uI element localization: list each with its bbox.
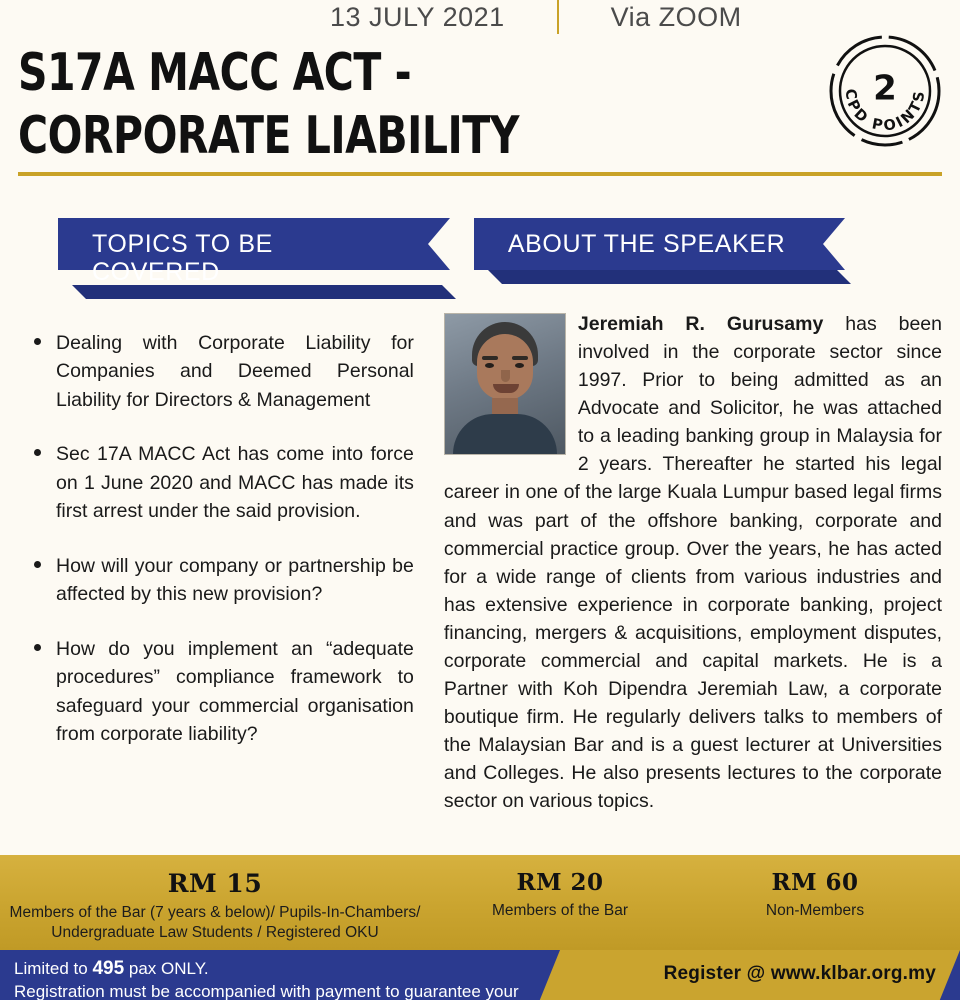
speaker-ribbon-shadow	[488, 270, 851, 284]
topics-ribbon-shadow	[72, 285, 456, 299]
pricing-bar	[0, 855, 960, 950]
speaker-bio-block	[444, 310, 942, 815]
price-description: Members of the Bar (7 years & below)/ Pupils-In-Chambers/ Undergraduate Law Students / Registered OKU	[9, 904, 421, 942]
header-gold-rule	[18, 172, 942, 176]
speaker-column	[444, 218, 942, 815]
page-title	[0, 34, 960, 166]
register-link[interactable]: Register @ www.klbar.org.my	[663, 963, 936, 984]
list-item: Sec 17A MACC Act has come into force on 1 June 2020 and MACC has made its first arrest under the said provision.	[30, 440, 414, 525]
footer-note-block	[0, 950, 614, 1000]
capacity-prefix: Limited to	[14, 959, 93, 978]
list-item: Dealing with Corporate Liability for Companies and Deemed Personal Liability for Directors & Management	[30, 329, 414, 414]
svg-text:CPD POINTS: CPD POINTS	[841, 87, 929, 135]
price-tier-3	[690, 869, 940, 921]
poster-main	[0, 180, 960, 815]
price-tier-1	[0, 869, 430, 944]
speaker-heading: ABOUT THE SPEAKER	[474, 218, 823, 270]
title-line-1: S17A MACC ACT -	[18, 42, 412, 103]
topics-heading-ribbon	[58, 218, 428, 285]
event-date: 13 JULY 2021	[330, 1, 505, 32]
price-description: Members of the Bar	[491, 902, 629, 919]
topics-column	[18, 218, 428, 815]
topics-list	[18, 329, 428, 749]
header-divider	[557, 0, 559, 34]
cpd-points-stamp	[826, 32, 944, 150]
event-platform: Via ZOOM	[610, 1, 742, 32]
topics-heading: TOPICS TO BE COVERED	[58, 218, 428, 270]
header-meta-row	[0, 0, 960, 34]
capacity-suffix: pax ONLY.	[124, 959, 209, 978]
list-item: How will your company or partnership be affected by this new provision?	[30, 552, 414, 609]
price-tier-2	[430, 869, 690, 921]
speaker-photo	[444, 313, 566, 455]
speaker-heading-ribbon	[474, 218, 823, 270]
list-item: How do you implement an “adequate procedures” compliance framework to safeguard your commercial organisation from corporate liability?	[30, 635, 414, 749]
poster-footer	[0, 950, 960, 1000]
title-line-2: CORPORATE LIABILITY	[18, 105, 519, 166]
capacity-note	[14, 956, 614, 981]
price-amount: RM 20	[516, 869, 604, 896]
price-amount: RM 15	[167, 869, 263, 898]
capacity-count: 495	[92, 958, 125, 979]
speaker-name: Jeremiah R. Gurusamy	[577, 313, 824, 335]
price-description: Non-Members	[765, 902, 865, 919]
price-amount: RM 60	[771, 869, 859, 896]
poster-header	[0, 0, 960, 180]
svg-text:2: 2	[873, 68, 897, 109]
payment-note: Registration must be accompanied with payment to guarantee your	[14, 982, 519, 1000]
speaker-bio-text: has been involved in the corporate sector since 1997. Prior to being admitted as an Advocate and Solicitor, he was attached to a leading banking group in Malaysia for 2 years. Thereafter he started his legal career in one of the large Kuala Lumpur based legal firms and was part of the offshore banking, corporate and commercial practice group. Over the years, he has acted for a wide range of clients from various industries and has extensive experience in corporate banking, project financing, mergers & acquisitions, employment disputes, corporate commercial and capital markets. He is a Partner with Koh Dipendra Jeremiah Law, a corporate boutique firm. He regularly delivers talks to members of the Malaysian Bar and is a guest lecturer at Universities and Colleges. He also presents lectures to the corporate sector on various topics.	[443, 313, 942, 813]
